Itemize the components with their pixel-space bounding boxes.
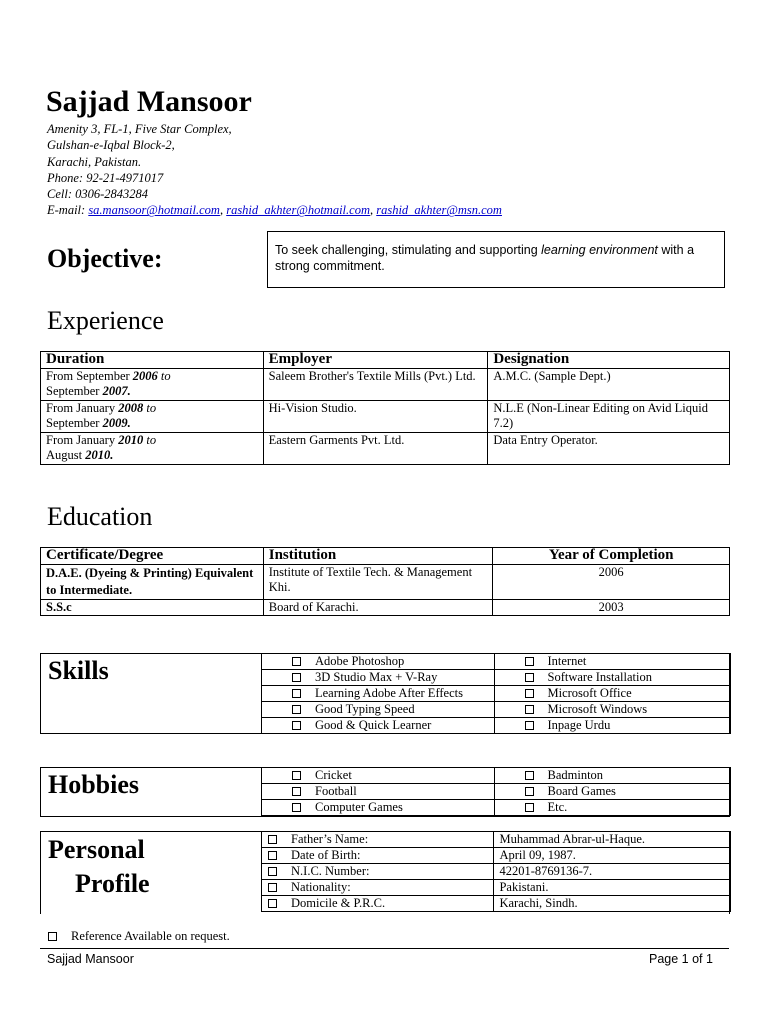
skills-table	[261, 653, 731, 734]
field-label: Father’s Name:	[291, 832, 369, 846]
table-row	[262, 832, 731, 848]
list-item	[262, 686, 731, 702]
list-item	[262, 800, 731, 816]
objective-heading: Objective:	[47, 244, 163, 273]
objective-text-1: To seek challenging, stimulating and supporting	[275, 243, 542, 257]
email-link-1[interactable]: sa.mansoor@hotmail.com	[88, 203, 220, 218]
hobbies-section	[40, 767, 730, 817]
hobby-label: Board Games	[547, 784, 616, 798]
list-item	[262, 768, 731, 784]
table-row	[41, 432, 730, 464]
year-cell: 2006	[493, 564, 730, 599]
list-item	[262, 718, 731, 734]
objective-text-2: with a strong commitment.	[275, 243, 695, 273]
skill-label: Good Typing Speed	[315, 702, 415, 716]
field-label: Nationality:	[291, 880, 351, 894]
hobby-label: Etc.	[547, 800, 568, 814]
skill-label: Microsoft Windows	[547, 702, 648, 716]
footer-name: Sajjad Mansoor	[47, 952, 134, 966]
objective-text-italic: learning environment	[541, 243, 658, 257]
skill-label: Adobe Photoshop	[315, 654, 405, 668]
checkbox-icon	[525, 803, 534, 812]
checkbox-icon	[268, 867, 277, 876]
list-item	[262, 670, 731, 686]
column-header: Duration	[41, 352, 264, 369]
email-link-2[interactable]: rashid_akhter@hotmail.com	[226, 203, 370, 218]
resume-name: Sajjad Mansoor	[46, 85, 252, 118]
personal-section	[40, 831, 730, 914]
field-value: Pakistani.	[494, 880, 731, 896]
checkbox-icon	[525, 705, 534, 714]
email-link-3[interactable]: rashid_akhter@msn.com	[376, 203, 502, 218]
column-header: Year of Completion	[493, 548, 730, 565]
skill-label: Internet	[547, 654, 587, 668]
field-value: Karachi, Sindh.	[494, 896, 731, 912]
experience-table	[40, 351, 730, 465]
checkbox-icon	[525, 787, 534, 796]
checkbox-icon	[292, 689, 301, 698]
profile-heading: Profile	[75, 869, 150, 898]
field-label: N.I.C. Number:	[291, 864, 370, 878]
field-value: 42201-8769136-7.	[494, 864, 731, 880]
experience-heading: Experience	[47, 306, 164, 335]
checkbox-icon	[292, 787, 301, 796]
education-table	[40, 547, 730, 616]
skills-heading: Skills	[48, 656, 109, 685]
skill-label: 3D Studio Max + V-Ray	[315, 670, 438, 684]
duration-cell: From September 2006 to September 2007.	[41, 368, 264, 400]
checkbox-icon	[48, 932, 57, 941]
degree-cell: D.A.E. (Dyeing & Printing) Equivalent to Intermediate.	[41, 564, 264, 599]
employer-cell: Hi-Vision Studio.	[263, 400, 488, 432]
checkbox-icon	[292, 803, 301, 812]
skill-label: Inpage Urdu	[547, 718, 611, 732]
skill-label: Microsoft Office	[547, 686, 632, 700]
email-line: E-mail: sa.mansoor@hotmail.com, rashid_akhter@hotmail.com, rashid_akhter@msn.com	[47, 203, 502, 218]
column-header: Institution	[263, 548, 493, 565]
field-label: Date of Birth:	[291, 848, 361, 862]
cell-line: Cell: 0306-2843284	[47, 187, 149, 202]
table-row	[262, 896, 731, 912]
checkbox-icon	[525, 673, 534, 682]
institution-cell: Institute of Textile Tech. & Management Khi.	[263, 564, 493, 599]
skill-label: Learning Adobe After Effects	[315, 686, 463, 700]
duration-cell: From January 2010 to August 2010.	[41, 432, 264, 464]
checkbox-icon	[292, 721, 301, 730]
skill-label: Good & Quick Learner	[315, 718, 432, 732]
checkbox-icon	[292, 673, 301, 682]
address-line: Gulshan-e-Iqbal Block-2,	[47, 138, 175, 153]
checkbox-icon	[268, 835, 277, 844]
reference-text: Reference Available on request.	[71, 929, 230, 943]
personal-heading: Personal	[48, 835, 145, 864]
reference-note	[48, 929, 230, 944]
degree-cell: S.S.c	[41, 599, 264, 616]
hobbies-table	[261, 767, 731, 816]
hobbies-heading: Hobbies	[48, 770, 140, 799]
designation-cell: N.L.E (Non-Linear Editing on Avid Liquid 7.2)	[488, 400, 730, 432]
column-header: Employer	[263, 352, 488, 369]
column-header: Designation	[488, 352, 730, 369]
phone-line: Phone: 92-21-4971017	[47, 170, 164, 185]
hobby-label: Cricket	[315, 768, 352, 782]
table-row	[41, 599, 730, 616]
list-item	[262, 654, 731, 670]
table-row	[41, 564, 730, 599]
footer-divider	[40, 948, 729, 949]
checkbox-icon	[268, 883, 277, 892]
table-row	[262, 880, 731, 896]
address-line: Amenity 3, FL-1, Five Star Complex,	[47, 122, 232, 136]
table-header-row	[41, 548, 730, 565]
skill-label: Software Installation	[547, 670, 652, 684]
footer-page-number: Page 1 of 1	[649, 952, 713, 966]
designation-cell: Data Entry Operator.	[488, 432, 730, 464]
checkbox-icon	[525, 771, 534, 780]
checkbox-icon	[292, 705, 301, 714]
field-value: Muhammad Abrar-ul-Haque.	[494, 832, 731, 848]
checkbox-icon	[268, 851, 277, 860]
checkbox-icon	[525, 721, 534, 730]
personal-table	[261, 831, 731, 912]
table-row	[262, 864, 731, 880]
table-header-row	[41, 352, 730, 369]
checkbox-icon	[525, 657, 534, 666]
duration-cell: From January 2008 to September 2009.	[41, 400, 264, 432]
email-label: E-mail:	[47, 203, 86, 218]
hobby-label: Computer Games	[315, 800, 403, 814]
checkbox-icon	[268, 899, 277, 908]
column-header: Certificate/Degree	[41, 548, 264, 565]
table-row	[41, 400, 730, 432]
contact-block	[47, 121, 502, 219]
hobby-label: Football	[315, 784, 357, 798]
institution-cell: Board of Karachi.	[263, 599, 493, 616]
address-line: Karachi, Pakistan.	[47, 154, 142, 169]
table-row	[41, 368, 730, 400]
objective-box	[267, 231, 725, 288]
checkbox-icon	[525, 689, 534, 698]
table-row	[262, 848, 731, 864]
list-item	[262, 784, 731, 800]
checkbox-icon	[292, 657, 301, 666]
checkbox-icon	[292, 771, 301, 780]
skills-section	[40, 653, 730, 734]
list-item	[262, 702, 731, 718]
employer-cell: Eastern Garments Pvt. Ltd.	[263, 432, 488, 464]
employer-cell: Saleem Brother's Textile Mills (Pvt.) Ltd.	[263, 368, 488, 400]
field-value: April 09, 1987.	[494, 848, 731, 864]
designation-cell: A.M.C. (Sample Dept.)	[488, 368, 730, 400]
education-heading: Education	[47, 502, 153, 531]
hobby-label: Badminton	[547, 768, 604, 782]
field-label: Domicile & P.R.C.	[291, 896, 386, 910]
year-cell: 2003	[493, 599, 730, 616]
